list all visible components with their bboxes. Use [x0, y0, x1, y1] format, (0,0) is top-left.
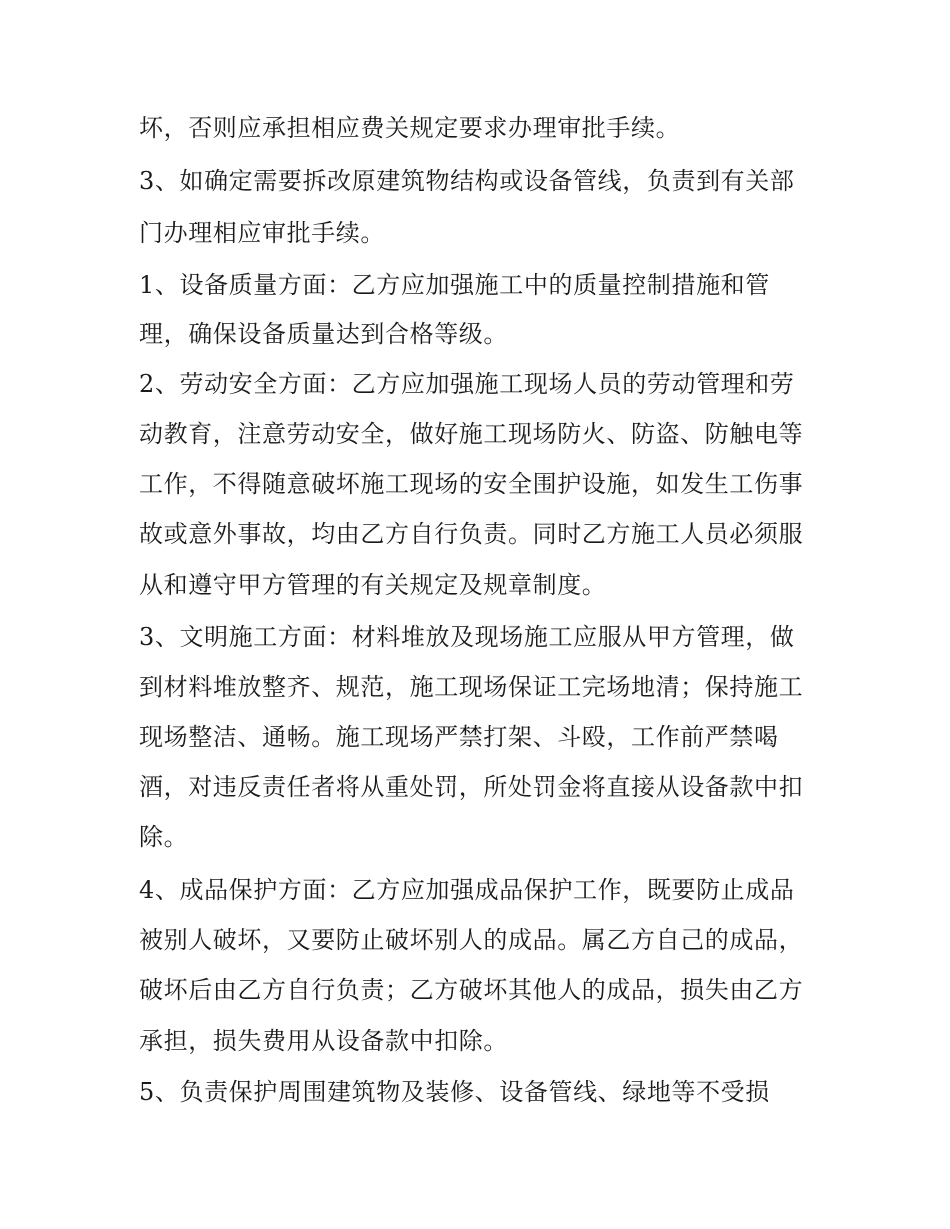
- text-line: 破坏后由乙方自行负责；乙方破坏其他人的成品，损失由乙方: [139, 976, 804, 1004]
- text-line: 故或意外事故，均由乙方自行负责。同时乙方施工人员必须服: [139, 520, 804, 548]
- text-line: 被别人破坏，又要防止破坏别人的成品。属乙方自己的成品，: [139, 926, 804, 954]
- text-line: 4、成品保护方面：乙方应加强成品保护工作，既要防止成品: [139, 876, 795, 904]
- text-line: 从和遵守甲方管理的有关规定及规章制度。: [139, 571, 607, 599]
- text-line: 除。: [139, 823, 189, 851]
- text-line: 门办理相应审批手续。: [139, 219, 385, 247]
- text-line: 酒，对违反责任者将从重处罚，所处罚金将直接从设备款中扣: [139, 773, 804, 801]
- text-line: 5、负责保护周围建筑物及装修、设备管线、绿地等不受损: [139, 1078, 770, 1106]
- text-line: 3、如确定需要拆改原建筑物结构或设备管线，负责到有关部: [139, 167, 795, 195]
- text-line: 3、文明施工方面：材料堆放及现场施工应服从甲方管理，做: [139, 623, 795, 651]
- text-line: 坏，否则应承担相应费关规定要求办理审批手续。: [139, 114, 681, 142]
- text-line: 理，确保设备质量达到合格等级。: [139, 320, 508, 348]
- text-line: 动教育，注意劳动安全，做好施工现场防火、防盗、防触电等: [139, 420, 804, 448]
- text-line: 工作，不得随意破坏施工现场的安全围护设施，如发生工伤事: [139, 470, 804, 498]
- text-line: 到材料堆放整齐、规范，施工现场保证工完场地清；保持施工: [139, 673, 804, 701]
- text-line: 现场整洁、通畅。施工现场严禁打架、斗殴，工作前严禁喝: [139, 723, 779, 751]
- text-line: 2、劳动安全方面：乙方应加强施工现场人员的劳动管理和劳: [139, 370, 795, 398]
- text-line: 承担，损失费用从设备款中扣除。: [139, 1027, 508, 1055]
- text-line: 1、设备质量方面：乙方应加强施工中的质量控制措施和管: [139, 271, 770, 299]
